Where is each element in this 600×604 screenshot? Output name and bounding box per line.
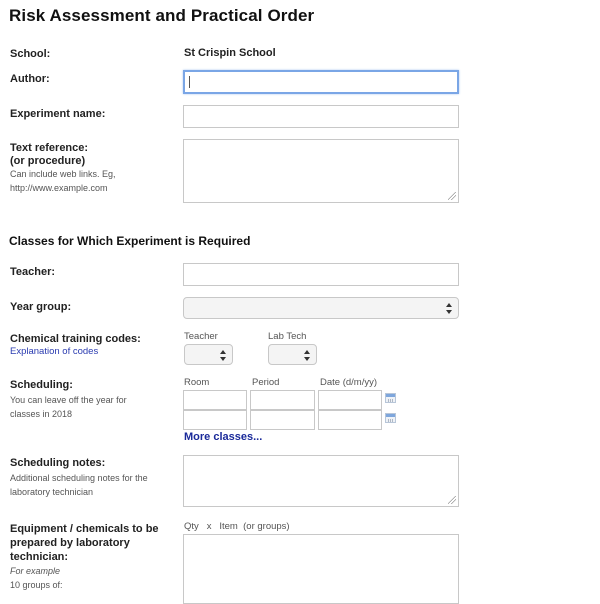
labtech-code-select[interactable] (268, 344, 317, 365)
labtech-code-header: Lab Tech (268, 331, 307, 342)
scheduling-notes-help: Additional scheduling notes for the (10, 473, 148, 483)
calendar-icon[interactable] (385, 393, 396, 403)
room-column-header: Room (184, 377, 210, 388)
teacher-code-header: Teacher (184, 331, 218, 342)
scheduling-notes-label: Scheduling notes: (10, 457, 106, 469)
scheduling-help-2: classes in 2018 (10, 409, 73, 419)
resize-grip-icon[interactable] (448, 192, 456, 200)
select-arrows-icon (304, 350, 310, 361)
select-arrows-icon (220, 350, 226, 361)
experiment-name-label: Experiment name: (10, 108, 106, 120)
scheduling-notes-textarea[interactable] (183, 455, 459, 507)
equipment-textarea[interactable] (183, 534, 459, 604)
scheduling-label: Scheduling: (10, 379, 73, 391)
year-group-label: Year group: (10, 301, 72, 313)
calendar-icon[interactable] (385, 413, 396, 423)
page-title: Risk Assessment and Practical Order (9, 6, 315, 25)
text-reference-textarea[interactable] (183, 139, 459, 203)
explanation-of-codes-link[interactable]: Explanation of codes (10, 346, 99, 357)
text-reference-label: Text reference: (10, 142, 89, 154)
resize-grip-icon[interactable] (448, 496, 456, 504)
text-caret (189, 76, 190, 88)
author-label: Author: (10, 73, 50, 85)
text-reference-help: Can include web links. Eg, (10, 169, 116, 179)
room-input-2[interactable] (183, 410, 247, 430)
scheduling-help: You can leave off the year for (10, 395, 127, 405)
period-input-2[interactable] (250, 410, 315, 430)
author-input[interactable] (183, 70, 459, 94)
experiment-name-input[interactable] (183, 105, 459, 128)
equipment-label: Equipment / chemicals to be (10, 523, 159, 535)
chemical-training-label: Chemical training codes: (10, 333, 141, 345)
scheduling-notes-help-2: laboratory technician (10, 487, 94, 497)
date-column-header: Date (d/m/yy) (320, 377, 378, 388)
equipment-label-3: technician: (10, 551, 69, 563)
equipment-example-label: For example (10, 566, 61, 576)
period-column-header: Period (252, 377, 280, 388)
school-label: School: (10, 48, 51, 60)
date-input-1[interactable] (318, 390, 382, 410)
text-reference-label-sub: (or procedure) (10, 155, 86, 167)
more-classes-link[interactable]: More classes... (184, 431, 263, 443)
school-value: St Crispin School (184, 47, 276, 59)
teacher-input[interactable] (183, 263, 459, 286)
equipment-example-line: 10 groups of: (10, 580, 63, 590)
equipment-column-header: Qty x Item (or groups) (184, 521, 290, 532)
teacher-code-select[interactable] (184, 344, 233, 365)
equipment-label-2: prepared by laboratory (10, 537, 130, 549)
date-input-2[interactable] (318, 410, 382, 430)
year-group-select[interactable] (183, 297, 459, 319)
select-arrows-icon (446, 303, 452, 314)
period-input-1[interactable] (250, 390, 315, 410)
room-input-1[interactable] (183, 390, 247, 410)
text-reference-help-example: http://www.example.com (10, 183, 108, 193)
teacher-label: Teacher: (10, 266, 56, 278)
classes-section-heading: Classes for Which Experiment is Required (9, 234, 251, 248)
